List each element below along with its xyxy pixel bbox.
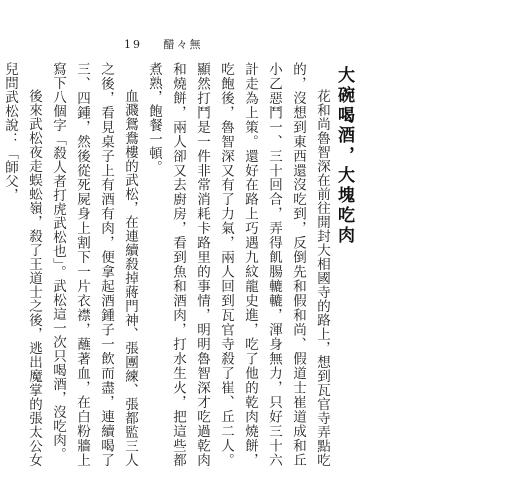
paragraph: 花和尚魯智深在前往開封大相國寺的路上，想到瓦官寺弄點吃的，沒想到東西還沒吃到，反倒先和假和尚、假道士崔道成和丘小乙惡鬥一、三十回合，弄得飢腸轆轆，渾身無力，只好三十六計走為上策。還好在路上巧遇九紋龍史進，吃了他的乾肉燒餅，吃飽後，魯智深又有了力氣，兩人回到瓦官寺殺了崔、丘二人。顯然打鬥是一件非常消耗卡路里的事情，明明魯智深才吃過乾肉和燒餅，兩人卻又去廚房，看到魚和酒肉，打水生火，把這些都煮熟，飽餐一頓。 <box>146 62 330 467</box>
chapter-title-line-2: 大塊吃肉 <box>334 166 354 246</box>
running-header <box>124 36 203 52</box>
chapter-title-line-1: 大碗喝酒， <box>334 66 354 166</box>
book-title: 醋々無 <box>163 38 203 51</box>
body-text <box>0 62 334 467</box>
chapter-title <box>332 66 357 246</box>
paragraph: 後來武松夜走蜈蚣嶺，殺了王道士之後，逃出魔掌的張太公女兒問武松說：「師父， <box>2 62 42 467</box>
paragraph: 血濺鴛鴦樓的武松，在連續殺掉蔣門神、張團練、張都監三人之後，看見桌子上有酒有肉，便拿起酒鍾子一飲而盡，連續喝了三、四鍾，然後從死屍身上割下一片衣襟，蘸著血，在白粉牆上寫下八個字「殺人者打虎武松也」。武松這一次只喝酒，沒吃肉。 <box>50 62 138 467</box>
page-number: 19 <box>124 38 142 51</box>
